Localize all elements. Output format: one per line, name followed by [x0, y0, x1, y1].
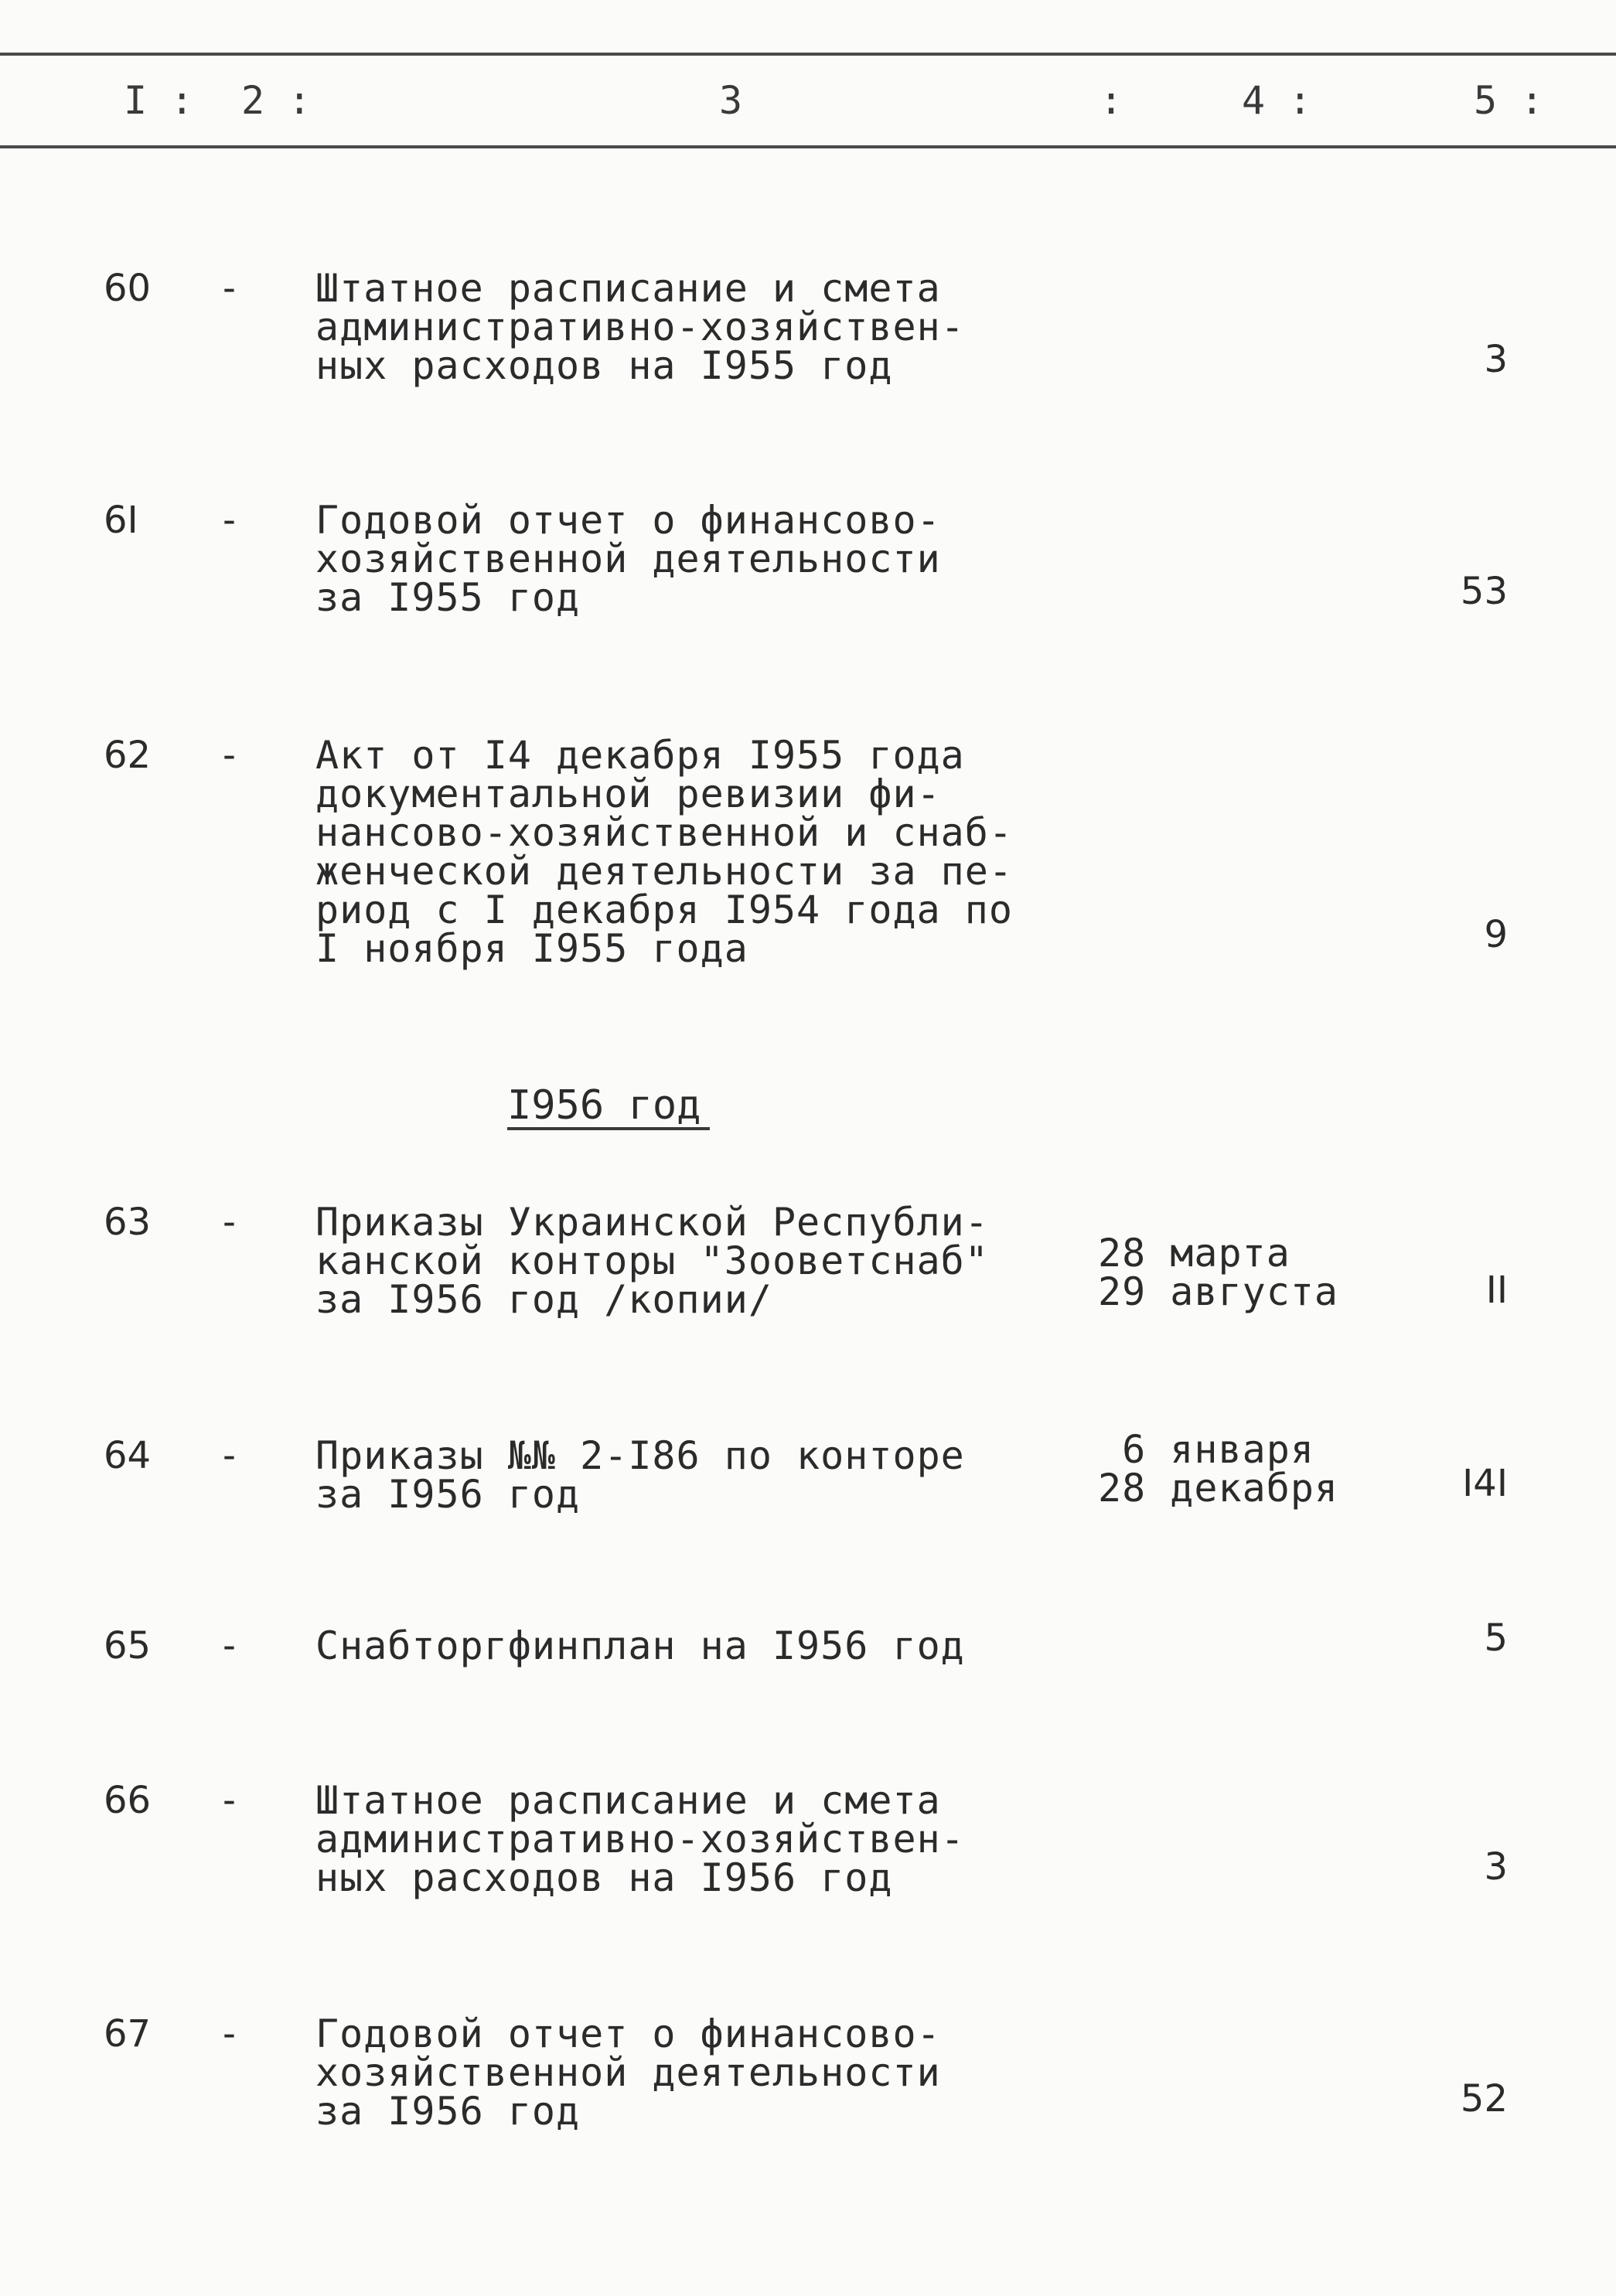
entry-dash: - — [218, 2012, 240, 2056]
entry-title-line: Снабторгфинплан на I956 год — [315, 1623, 965, 1668]
entry-title — [315, 498, 941, 620]
entry-title-line: канской конторы "Зооветснаб" — [315, 1238, 989, 1283]
entry-title-line: риод с I декабря I954 года по — [315, 887, 1013, 932]
entry-title-line: нансово-хозяйственной и снаб- — [315, 810, 1013, 855]
entry-number: 64 — [104, 1434, 152, 1477]
entry-number: 6I — [104, 499, 138, 542]
entry-title-line: женческой деятельности за пе- — [315, 849, 1013, 894]
entry-date-end: 29 августа — [1098, 1269, 1339, 1314]
header-top-rule — [0, 53, 1616, 56]
entry-sheet-count: I4I — [1462, 1462, 1508, 1505]
entry-dash: - — [218, 1201, 240, 1244]
entry-title-line: административно-хозяйствен- — [315, 305, 965, 349]
entry-title-line: Штатное расписание и смета — [315, 266, 941, 311]
entry-sheet-count: II — [1485, 1269, 1508, 1312]
entry-sheet-count: 53 — [1460, 570, 1508, 613]
entry-title-line: административно-хозяйствен- — [315, 1817, 965, 1862]
column-header-5: 5 : — [1474, 78, 1544, 123]
entry-dash: - — [218, 267, 240, 310]
entry-sheet-count: 5 — [1484, 1616, 1508, 1660]
column-header-1: I : — [124, 78, 194, 123]
entry-date-start: 28 марта — [1098, 1231, 1290, 1276]
entry-title-line: Годовой отчет о финансово- — [315, 498, 941, 543]
entry-number: 65 — [104, 1624, 152, 1667]
entry-title-line: за I956 год /копии/ — [315, 1277, 772, 1322]
entry-title-line: ных расходов на I955 год — [315, 343, 893, 388]
entry-dates — [1098, 1231, 1339, 1314]
column-header-2: 2 : — [241, 78, 312, 123]
entry-title-line: за I956 год — [315, 2089, 581, 2134]
entry-sheet-count: 3 — [1484, 1845, 1508, 1889]
year-heading: I956 год — [507, 1084, 710, 1130]
entry-dates — [1098, 1427, 1339, 1511]
entry-sheet-count: 9 — [1484, 913, 1508, 956]
entry-dash: - — [218, 1779, 240, 1822]
entry-title-line: Приказы Украинской Республи- — [315, 1200, 989, 1245]
entry-number: 66 — [104, 1779, 152, 1822]
entry-title — [315, 1778, 965, 1900]
entry-dash: - — [218, 1434, 240, 1477]
entry-sheet-count: 52 — [1460, 2077, 1508, 2121]
entry-dash: - — [218, 734, 240, 777]
entry-title-line: за I955 год — [315, 575, 581, 620]
entry-number: 67 — [104, 2012, 152, 2056]
entry-date-end: 28 декабря — [1098, 1466, 1339, 1511]
entry-title-line: документальной ревизии фи- — [315, 772, 941, 816]
header-bottom-rule — [0, 145, 1616, 148]
entry-number: 63 — [104, 1201, 152, 1244]
column-header-3: 3 — [719, 78, 743, 123]
entry-title-line: I ноября I955 года — [315, 926, 748, 971]
entry-number: 62 — [104, 734, 152, 777]
column-header-3-separator: : — [1099, 78, 1123, 123]
entry-title-line: Годовой отчет о финансово- — [315, 2012, 941, 2056]
entry-dash: - — [218, 499, 240, 542]
entry-title — [315, 266, 965, 388]
entry-title-line: хозяйственной деятельности — [315, 537, 941, 581]
entry-dash: - — [218, 1624, 240, 1667]
entry-sheet-count: 3 — [1484, 338, 1508, 381]
entry-title — [315, 733, 1013, 971]
entry-title-line: ных расходов на I956 год — [315, 1855, 893, 1900]
column-header-4: 4 : — [1242, 78, 1312, 123]
entry-title-line: Акт от I4 декабря I955 года — [315, 733, 965, 778]
entry-title-line: за I956 год — [315, 1472, 581, 1517]
entry-title-line: Штатное расписание и смета — [315, 1778, 941, 1823]
entry-title — [315, 1433, 965, 1517]
entry-title-line: Приказы №№ 2-I86 по конторе — [315, 1433, 965, 1478]
entry-title — [315, 1623, 965, 1668]
entry-title — [315, 2012, 941, 2134]
entry-number: 60 — [104, 267, 152, 310]
entry-date-start: 6 января — [1098, 1427, 1314, 1472]
entry-title-line: хозяйственной деятельности — [315, 2050, 941, 2095]
entry-title — [315, 1200, 989, 1322]
